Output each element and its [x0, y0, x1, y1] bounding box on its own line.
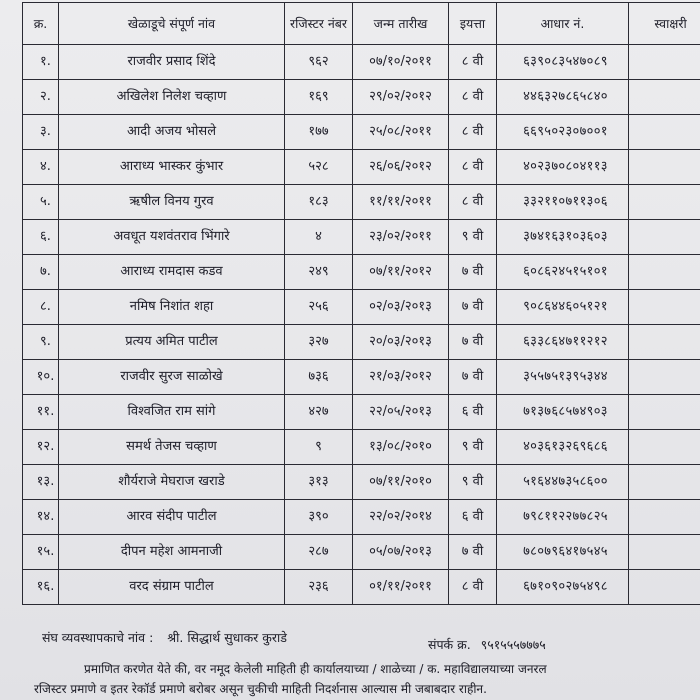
- row-name: ऋषील विनय गुरव: [59, 185, 285, 220]
- table-row: [23, 45, 700, 80]
- row-aadhaar: ६६९५०२३०७००१: [497, 115, 629, 150]
- certification-line-1: प्रमाणित करणेत येते की, वर नमूद केलेली माहिती ही कार्यालयाच्या / शाळेच्या / क. महाविद्यालयाच्या जनरल: [84, 662, 547, 676]
- row-aadhaar: ७१३७६८५७४९०३: [497, 395, 629, 430]
- row-signature: [629, 535, 700, 570]
- row-sr: १६.: [23, 570, 59, 605]
- row-grade: ९ वी: [449, 465, 497, 500]
- row-name: आरव संदीप पाटील: [59, 500, 285, 535]
- row-aadhaar: ६०८६२४५१५१०१: [497, 255, 629, 290]
- header-aadhaar: आधार नं.: [497, 3, 629, 45]
- row-register: ९६२: [285, 45, 353, 80]
- row-name: दीपन महेश आमनाजी: [59, 535, 285, 570]
- row-register: २३६: [285, 570, 353, 605]
- row-dob: २५/०८/२०११: [353, 115, 449, 150]
- row-aadhaar: ६७१०९०२७५४९८: [497, 570, 629, 605]
- row-dob: ०७/१०/२०११: [353, 45, 449, 80]
- row-signature: [629, 150, 700, 185]
- row-aadhaar: ३३२११०७११३०६: [497, 185, 629, 220]
- row-aadhaar: ४०२३७०८०४११३: [497, 150, 629, 185]
- row-signature: [629, 80, 700, 115]
- row-aadhaar: ३५५७५१३९५३४४: [497, 360, 629, 395]
- row-sr: ११.: [23, 395, 59, 430]
- row-signature: [629, 395, 700, 430]
- row-register: २५६: [285, 290, 353, 325]
- manager-name: श्री. सिद्धार्थ सुधाकर कुराडे: [167, 630, 287, 645]
- row-sr: १५.: [23, 535, 59, 570]
- table-row: [23, 80, 700, 115]
- row-signature: [629, 45, 700, 80]
- row-aadhaar: ९०८६४४६०५१२१: [497, 290, 629, 325]
- row-name: आराध्य रामदास कडव: [59, 255, 285, 290]
- row-register: २४९: [285, 255, 353, 290]
- row-name: नमिष निशांत शहा: [59, 290, 285, 325]
- row-grade: ८ वी: [449, 150, 497, 185]
- table-row: [23, 535, 700, 570]
- row-name: प्रत्यय अमित पाटील: [59, 325, 285, 360]
- roster-body: [23, 45, 700, 605]
- row-signature: [629, 325, 700, 360]
- row-name: विश्वजित राम सांगे: [59, 395, 285, 430]
- row-grade: ६ वी: [449, 395, 497, 430]
- table-row: [23, 465, 700, 500]
- row-name: अखिलेश निलेश चव्हाण: [59, 80, 285, 115]
- row-register: १८३: [285, 185, 353, 220]
- table-row: [23, 255, 700, 290]
- row-dob: २२/०२/२०१४: [353, 500, 449, 535]
- row-name: आराध्य भास्कर कुंभार: [59, 150, 285, 185]
- row-aadhaar: ४०३६१३२६९६८६: [497, 430, 629, 465]
- row-sr: १०.: [23, 360, 59, 395]
- row-signature: [629, 255, 700, 290]
- player-roster-table: [22, 2, 700, 605]
- manager-label: संघ व्यवस्थापकाचे नांव :: [42, 630, 154, 645]
- row-grade: ७ वी: [449, 325, 497, 360]
- row-sr: १.: [23, 45, 59, 80]
- row-register: ७३६: [285, 360, 353, 395]
- row-sr: ८.: [23, 290, 59, 325]
- row-aadhaar: ३७४१६३१०३६०३: [497, 220, 629, 255]
- row-dob: ०५/०७/२०१३: [353, 535, 449, 570]
- table-row: [23, 500, 700, 535]
- table-row: [23, 325, 700, 360]
- row-aadhaar: ७९८११२२७७८२५: [497, 500, 629, 535]
- row-name: राजवीर सुरज साळोखे: [59, 360, 285, 395]
- row-sr: २.: [23, 80, 59, 115]
- row-sr: १४.: [23, 500, 59, 535]
- row-register: ५२८: [285, 150, 353, 185]
- row-dob: ०१/११/२०११: [353, 570, 449, 605]
- table-row: [23, 430, 700, 465]
- row-signature: [629, 115, 700, 150]
- row-aadhaar: ४४६३२७८६५८४०: [497, 80, 629, 115]
- manager-line: [42, 629, 287, 646]
- table-row: [23, 395, 700, 430]
- row-aadhaar: ५१६४४७३५८६००: [497, 465, 629, 500]
- row-sr: ४.: [23, 150, 59, 185]
- row-signature: [629, 570, 700, 605]
- row-dob: २०/०३/२०१३: [353, 325, 449, 360]
- header-dob: जन्म तारीख: [353, 3, 449, 45]
- row-grade: ७ वी: [449, 360, 497, 395]
- header-signature: स्वाक्षरी: [629, 3, 700, 45]
- row-grade: ८ वी: [449, 185, 497, 220]
- row-register: २८७: [285, 535, 353, 570]
- row-sr: ७.: [23, 255, 59, 290]
- row-dob: ०७/११/२०१०: [353, 465, 449, 500]
- row-grade: ७ वी: [449, 290, 497, 325]
- row-signature: [629, 290, 700, 325]
- table-row: [23, 150, 700, 185]
- contact-number: ९५१५५५७७७५: [480, 637, 546, 652]
- table-row: [23, 570, 700, 605]
- row-grade: ६ वी: [449, 500, 497, 535]
- row-grade: ८ वी: [449, 115, 497, 150]
- row-signature: [629, 465, 700, 500]
- row-sr: ३.: [23, 115, 59, 150]
- row-sr: ६.: [23, 220, 59, 255]
- row-dob: २६/०६/२०१२: [353, 150, 449, 185]
- row-register: १६९: [285, 80, 353, 115]
- row-register: ९: [285, 430, 353, 465]
- row-register: ३९०: [285, 500, 353, 535]
- header-name: खेळाडूचे संपूर्ण नांव: [59, 3, 285, 45]
- row-dob: १३/०८/२०१०: [353, 430, 449, 465]
- row-name: आदी अजय भोसले: [59, 115, 285, 150]
- row-name: राजवीर प्रसाद शिंदे: [59, 45, 285, 80]
- row-register: ४: [285, 220, 353, 255]
- row-aadhaar: ६३३८६४७११२१२: [497, 325, 629, 360]
- row-grade: ७ वी: [449, 255, 497, 290]
- header-sr: क्र.: [23, 3, 59, 45]
- row-dob: ०७/११/२०१२: [353, 255, 449, 290]
- row-grade: ८ वी: [449, 80, 497, 115]
- row-grade: ९ वी: [449, 430, 497, 465]
- row-grade: ९ वी: [449, 220, 497, 255]
- row-register: ३१३: [285, 465, 353, 500]
- row-name: वरद संग्राम पाटील: [59, 570, 285, 605]
- row-grade: ८ वी: [449, 45, 497, 80]
- row-aadhaar: ६३९०८३५४७०८९: [497, 45, 629, 80]
- row-register: ३२७: [285, 325, 353, 360]
- row-dob: २१/०३/२०१२: [353, 360, 449, 395]
- header-register: रजिस्टर नंबर: [285, 3, 353, 45]
- row-grade: ७ वी: [449, 535, 497, 570]
- certification-line-2: रजिस्टर प्रमाणे व इतर रेकॉर्ड प्रमाणे बरोबर असून चुकीची माहिती निदर्शनास आल्यास मी जबाबदार राहीन.: [34, 682, 487, 696]
- row-sr: १३.: [23, 465, 59, 500]
- table-row: [23, 360, 700, 395]
- row-dob: २३/०२/२०११: [353, 220, 449, 255]
- row-dob: ११/११/२०११: [353, 185, 449, 220]
- row-name: समर्थ तेजस चव्हाण: [59, 430, 285, 465]
- row-name: अवधूत यशवंतराव भिंगारे: [59, 220, 285, 255]
- row-signature: [629, 430, 700, 465]
- row-sr: ५.: [23, 185, 59, 220]
- row-grade: ८ वी: [449, 570, 497, 605]
- table-row: [23, 290, 700, 325]
- row-aadhaar: ७८०७९६४१७५४५: [497, 535, 629, 570]
- row-signature: [629, 185, 700, 220]
- row-sr: १२.: [23, 430, 59, 465]
- table-row: [23, 220, 700, 255]
- row-register: १७७: [285, 115, 353, 150]
- table-header-row: [23, 3, 700, 45]
- row-signature: [629, 500, 700, 535]
- row-dob: ०२/०३/२०१३: [353, 290, 449, 325]
- contact-line: [428, 636, 546, 653]
- contact-label: संपर्क क्र.: [428, 637, 471, 652]
- row-name: शौर्यराजे मेघराज खराडे: [59, 465, 285, 500]
- row-sr: ९.: [23, 325, 59, 360]
- row-dob: २९/०२/२०१२: [353, 80, 449, 115]
- row-register: ४२७: [285, 395, 353, 430]
- row-signature: [629, 220, 700, 255]
- header-grade: इयत्ता: [449, 3, 497, 45]
- table-row: [23, 115, 700, 150]
- row-dob: २२/०५/२०१३: [353, 395, 449, 430]
- row-signature: [629, 360, 700, 395]
- table-row: [23, 185, 700, 220]
